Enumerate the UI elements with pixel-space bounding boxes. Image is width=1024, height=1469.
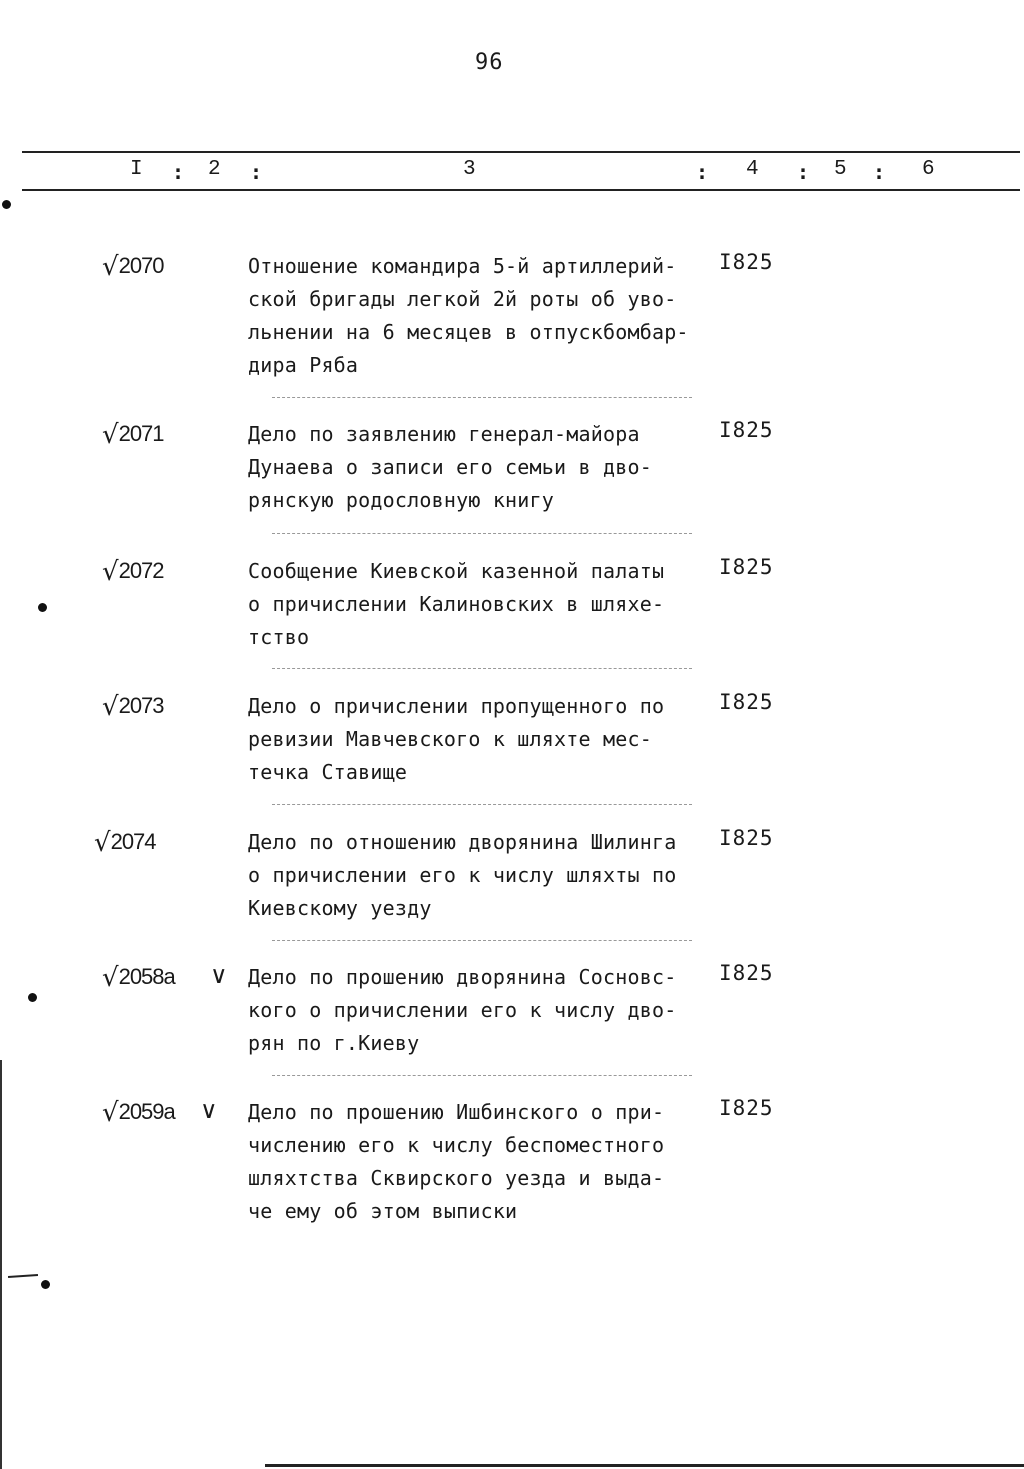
entry-year: I825 (719, 555, 774, 579)
entry-year: I825 (719, 690, 774, 714)
entry-description: Сообщение Киевской казенной палаты о причислении Калиновских в шляхе- тство (248, 559, 665, 649)
header-separator: : (797, 160, 810, 184)
scan-mark (8, 1274, 38, 1278)
tick-mark-icon: √ (102, 252, 118, 282)
header-col-4: 4 (746, 158, 759, 181)
page-edge (0, 1060, 2, 1469)
header-col-1: I (130, 158, 143, 181)
header-col-3: 3 (463, 158, 476, 181)
header-separator: : (250, 160, 263, 184)
entry-description: Дело о причислении пропущенного по ревизии Мавчевского к шляхте мес- течка Ставище (248, 694, 665, 784)
header-bottom-rule (22, 189, 1020, 191)
entry-description: Дело по прошению Ишбинского о при- числению его к числу беспоместного шляхтства Сквирского уезда и выда- че ему об этом выписки (248, 1100, 665, 1223)
header-separator: : (873, 160, 886, 184)
tick-mark-icon: √ (102, 963, 118, 993)
tick-mark-icon: √ (102, 1098, 118, 1128)
entry-description: Дело по отношению дворянина Шилинга о причислении его к числу шляхты по Киевскому уезду (248, 830, 677, 920)
tick-mark-icon: √ (102, 692, 118, 722)
check-mark-icon: ∨ (200, 1096, 218, 1124)
entry-description: Дело по прошению дворянина Сосновс- кого о причислении его к числу дво- рян по г.Киеву (248, 965, 677, 1055)
header-col-2: 2 (208, 158, 221, 181)
entry-year: I825 (719, 826, 774, 850)
header-separator: : (696, 160, 709, 184)
header-separator: : (172, 160, 185, 184)
entry-divider (272, 668, 692, 669)
entry-number: √2073 (102, 692, 164, 722)
tick-mark-icon: √ (102, 557, 118, 587)
entry-year: I825 (719, 250, 774, 274)
page-number: 96 (475, 50, 504, 75)
entry-description: Дело по заявлению генерал-майора Дунаева о записи его семьи в дво- рянскую родословную книгу (248, 422, 652, 512)
entry-number: √2070 (102, 252, 164, 282)
entry-number: √2071 (102, 420, 164, 450)
entry-year: I825 (719, 1096, 774, 1120)
entry-divider (272, 940, 692, 941)
entry-number: √2058а (102, 963, 175, 993)
entry-number: √2059а (102, 1098, 175, 1128)
punch-hole-mark (2, 200, 11, 209)
entry-number: √2072 (102, 557, 164, 587)
header-top-rule (22, 151, 1020, 153)
entry-divider (272, 397, 692, 398)
header-col-5: 5 (834, 158, 847, 181)
entry-divider (272, 533, 692, 534)
punch-hole-mark (28, 993, 37, 1002)
punch-hole-mark (38, 603, 47, 612)
check-mark-icon: ∨ (210, 961, 228, 989)
entry-divider (272, 804, 692, 805)
punch-hole-mark (41, 1280, 50, 1289)
tick-mark-icon: √ (102, 420, 118, 450)
header-col-6: 6 (922, 158, 935, 181)
entry-year: I825 (719, 418, 774, 442)
entry-divider (272, 1075, 692, 1076)
entry-description: Отношение командира 5-й артиллерий- ской бригады легкой 2й роты об уво- льнении на 6 месяцев в отпускбомбар- дира Ряба (248, 254, 689, 377)
entry-year: I825 (719, 961, 774, 985)
footer-rule (265, 1464, 1024, 1467)
tick-mark-icon: √ (94, 828, 110, 858)
entry-number: √2074 (94, 828, 156, 858)
